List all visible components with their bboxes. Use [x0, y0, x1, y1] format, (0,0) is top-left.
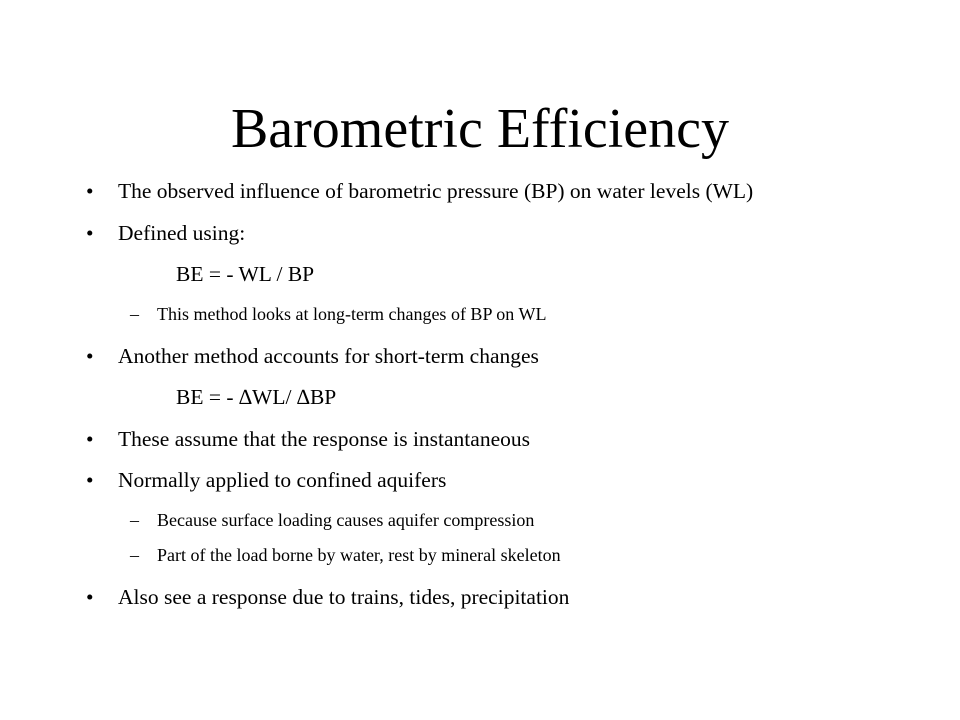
bullet-marker: •	[86, 344, 94, 368]
bullet-item	[86, 219, 245, 247]
bullet-text: The observed influence of barometric pressure (BP) on water levels (WL)	[118, 179, 754, 203]
bullet-marker: •	[86, 179, 94, 203]
sub-bullet-text: Because surface loading causes aquifer compression	[157, 510, 535, 530]
sub-bullet-item	[130, 302, 546, 326]
sub-bullet-item	[130, 543, 561, 567]
bullet-marker: •	[86, 427, 94, 451]
bullet-marker: •	[86, 468, 94, 492]
sub-bullet-marker: –	[130, 545, 139, 565]
slide-title: Barometric Efficiency	[230, 98, 730, 160]
bullet-text: Defined using:	[118, 221, 246, 245]
bullet-marker: •	[86, 221, 94, 245]
sub-bullet-marker: –	[130, 510, 139, 530]
bullet-text: Another method accounts for short-term changes	[118, 344, 539, 368]
sub-bullet-text: This method looks at long-term changes of BP on WL	[157, 304, 547, 324]
bullet-item	[86, 425, 530, 453]
sub-bullet-item	[130, 508, 534, 532]
bullet-text: Normally applied to confined aquifers	[118, 468, 447, 492]
bullet-text: These assume that the response is instantaneous	[118, 427, 530, 451]
bullet-item	[86, 466, 446, 494]
formula-line: BE = - WL / BP	[176, 262, 315, 286]
formula-line: BE = - ∆WL/ ∆BP	[176, 385, 337, 409]
bullet-item	[86, 177, 753, 205]
sub-bullet-text: Part of the load borne by water, rest by mineral skeleton	[157, 545, 561, 565]
bullet-text: Also see a response due to trains, tides, precipitation	[118, 585, 570, 609]
bullet-marker: •	[86, 585, 94, 609]
bullet-item	[86, 342, 539, 370]
sub-bullet-marker: –	[130, 304, 139, 324]
bullet-item	[86, 583, 569, 611]
